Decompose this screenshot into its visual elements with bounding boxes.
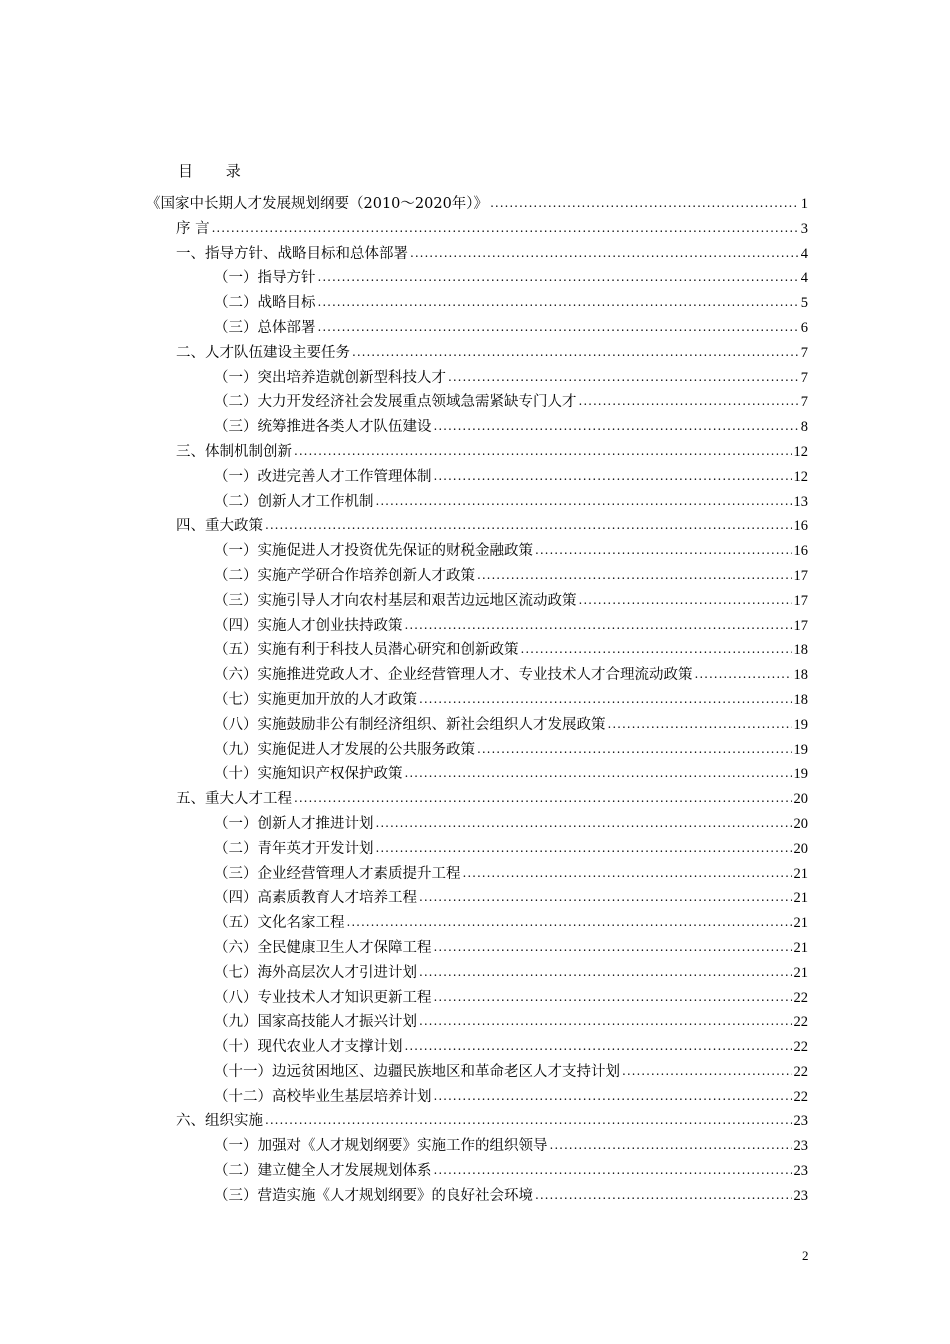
- toc-entry-page: 12: [793, 468, 808, 485]
- toc-entry-label: （一）加强对《人才规划纲要》实施工作的组织领导: [214, 1138, 548, 1155]
- toc-entry[interactable]: [214, 1060, 808, 1085]
- toc-leader-dots: [535, 1183, 792, 1208]
- toc-entry-page: 7: [800, 369, 808, 386]
- toc-entry-label: 《国家中长期人才发展规划纲要（2010～2020年）》: [146, 196, 489, 212]
- toc-entry-label: （九）实施促进人才发展的公共服务政策: [214, 741, 475, 758]
- toc-leader-dots: [212, 216, 799, 241]
- toc-entry[interactable]: [214, 837, 808, 862]
- toc-entry-page: 16: [793, 543, 808, 560]
- toc-entry[interactable]: [176, 514, 808, 539]
- toc-entry[interactable]: [214, 415, 808, 440]
- toc-entry-label: （八）专业技术人才知识更新工程: [214, 989, 432, 1006]
- toc-entry[interactable]: [214, 366, 808, 391]
- toc-entry-page: 20: [793, 791, 808, 808]
- toc-entry-page: 23: [793, 1187, 808, 1204]
- toc-entry-page: 4: [800, 245, 808, 262]
- toc-entry-page: 23: [793, 1163, 808, 1180]
- toc-entry[interactable]: [214, 490, 808, 515]
- toc-entry-page: 19: [793, 741, 808, 758]
- toc-entry-label: （二）创新人才工作机制: [214, 493, 374, 510]
- toc-entry-label: （七）实施更加开放的人才政策: [214, 691, 417, 708]
- toc-entry-label: （十）现代农业人才支撑计划: [214, 1039, 403, 1056]
- toc-entry-page: 4: [800, 270, 808, 287]
- toc-leader-dots: [463, 861, 792, 886]
- toc-entry-label: （三）统筹推进各类人才队伍建设: [214, 419, 432, 436]
- toc-entry-page: 5: [800, 295, 808, 312]
- toc-entry-page: 21: [793, 890, 808, 907]
- toc-entry-page: 21: [793, 964, 808, 981]
- toc-entry-label: 序 言: [176, 220, 210, 237]
- toc-entry[interactable]: [214, 1134, 808, 1159]
- toc-entry-page: 21: [793, 939, 808, 956]
- toc-entry-label: （二）大力开发经济社会发展重点领域急需紧缺专门人才: [214, 394, 577, 411]
- toc-entry[interactable]: [214, 1035, 808, 1060]
- toc-leader-dots: [579, 588, 792, 613]
- toc-entry-label: （五）实施有利于科技人员潜心研究和创新政策: [214, 642, 519, 659]
- toc-entry[interactable]: [176, 341, 808, 366]
- toc-entry-label: （一）创新人才推进计划: [214, 815, 374, 832]
- toc-entry-page: 12: [793, 443, 808, 460]
- toc-leader-dots: [318, 315, 799, 340]
- toc-entry-label: （六）实施推进党政人才、企业经营管理人才、专业技术人才合理流动政策: [214, 667, 693, 684]
- toc-leader-dots: [477, 737, 792, 762]
- toc-entry-page: 21: [793, 865, 808, 882]
- toc-entry-page: 17: [793, 567, 808, 584]
- toc-entry-page: 23: [793, 1138, 808, 1155]
- toc-entry[interactable]: [214, 762, 808, 787]
- toc-entry[interactable]: [146, 192, 808, 217]
- toc-leader-dots: [419, 885, 792, 910]
- toc-entry-page: 22: [793, 989, 808, 1006]
- toc-leader-dots: [434, 985, 792, 1010]
- toc-leader-dots: [318, 265, 799, 290]
- toc-entry-page: 18: [793, 667, 808, 684]
- toc-entry-page: 13: [793, 493, 808, 510]
- toc-leader-dots: [318, 290, 799, 315]
- toc-entry[interactable]: [214, 266, 808, 291]
- toc-entry-page: 3: [800, 220, 808, 237]
- toc-leader-dots: [535, 538, 792, 563]
- toc-entry-page: 7: [800, 344, 808, 361]
- toc-entry-page: 6: [800, 319, 808, 336]
- toc-leader-dots: [265, 513, 792, 538]
- toc-entry-page: 22: [793, 1088, 808, 1105]
- toc-entry-label: （三）企业经营管理人才素质提升工程: [214, 865, 461, 882]
- toc-entry-page: 22: [793, 1014, 808, 1031]
- toc-entry[interactable]: [176, 242, 808, 267]
- toc-entry[interactable]: [214, 539, 808, 564]
- toc-entry[interactable]: [214, 862, 808, 887]
- toc-leader-dots: [521, 637, 792, 662]
- toc-entry[interactable]: [214, 1159, 808, 1184]
- toc-entry[interactable]: [214, 986, 808, 1011]
- toc-entry-label: （三）营造实施《人才规划纲要》的良好社会环境: [214, 1187, 533, 1204]
- toc-leader-dots: [579, 389, 799, 414]
- toc-entry-label: 一、指导方针、战略目标和总体部署: [176, 245, 408, 262]
- toc-leader-dots: [419, 960, 792, 985]
- toc-leader-dots: [550, 1133, 792, 1158]
- toc-entry[interactable]: [214, 812, 808, 837]
- toc-entry-page: 18: [793, 642, 808, 659]
- toc-entry-label: （九）国家高技能人才振兴计划: [214, 1014, 417, 1031]
- toc-entry-label: （十）实施知识产权保护政策: [214, 766, 403, 783]
- toc-entry[interactable]: [214, 886, 808, 911]
- toc-entry-page: 8: [800, 419, 808, 436]
- toc-entry-label: （一）实施促进人才投资优先保证的财税金融政策: [214, 543, 533, 560]
- toc-entry-label: （三）实施引导人才向农村基层和艰苦边远地区流动政策: [214, 592, 577, 609]
- toc-entry[interactable]: [214, 1184, 808, 1209]
- toc-entry[interactable]: [176, 787, 808, 812]
- toc-entry-page: 22: [793, 1063, 808, 1080]
- toc-entry-page: 17: [793, 617, 808, 634]
- toc-leader-dots: [419, 1009, 792, 1034]
- toc-leader-dots: [490, 191, 799, 216]
- toc-entry[interactable]: [176, 1109, 808, 1134]
- toc-entry[interactable]: [176, 440, 808, 465]
- toc-entry[interactable]: [214, 316, 808, 341]
- toc-entry-page: 18: [793, 691, 808, 708]
- toc-leader-dots: [405, 613, 792, 638]
- toc-entry-label: （二）实施产学研合作培养创新人才政策: [214, 567, 475, 584]
- toc-entry[interactable]: [214, 638, 808, 663]
- toc-entry[interactable]: [214, 465, 808, 490]
- toc-entry-label: （一）改进完善人才工作管理体制: [214, 468, 432, 485]
- toc-leader-dots: [434, 464, 792, 489]
- toc-entry-label: （四）实施人才创业扶持政策: [214, 617, 403, 634]
- toc-leader-dots: [434, 935, 792, 960]
- toc-entry[interactable]: [214, 564, 808, 589]
- toc-leader-dots: [622, 1059, 792, 1084]
- toc-entry-page: 23: [793, 1113, 808, 1130]
- toc-entry-label: （三）总体部署: [214, 319, 316, 336]
- toc-leader-dots: [448, 365, 799, 390]
- toc-entry[interactable]: [214, 663, 808, 688]
- toc-leader-dots: [608, 712, 792, 737]
- toc-leader-dots: [294, 786, 792, 811]
- toc-leader-dots: [352, 340, 799, 365]
- toc-entry[interactable]: [214, 1085, 808, 1110]
- toc-entry-label: （二）青年英才开发计划: [214, 840, 374, 857]
- toc-entry[interactable]: [214, 911, 808, 936]
- toc-entry-page: 7: [800, 394, 808, 411]
- toc-entry-page: 1: [800, 196, 808, 212]
- toc-entry-page: 20: [793, 840, 808, 857]
- toc-entry-label: 二、人才队伍建设主要任务: [176, 344, 350, 361]
- toc-leader-dots: [347, 910, 792, 935]
- toc-entry-label: （四）高素质教育人才培养工程: [214, 890, 417, 907]
- toc-leader-dots: [695, 662, 792, 687]
- toc-entry-page: 16: [793, 518, 808, 535]
- toc-leader-dots: [434, 1084, 792, 1109]
- toc-entry-page: 19: [793, 766, 808, 783]
- toc-entry[interactable]: [214, 614, 808, 639]
- toc-entry-page: 20: [793, 815, 808, 832]
- toc-entry-label: （十一）边远贫困地区、边疆民族地区和革命老区人才支持计划: [214, 1063, 620, 1080]
- toc-entry-label: （一）指导方针: [214, 270, 316, 287]
- toc-leader-dots: [434, 1158, 792, 1183]
- toc-entry[interactable]: [176, 217, 808, 242]
- toc-leader-dots: [477, 563, 792, 588]
- toc-heading: 目 录: [178, 162, 255, 180]
- toc-leader-dots: [405, 1034, 792, 1059]
- toc-entry[interactable]: [214, 589, 808, 614]
- toc-entry-label: 三、体制机制创新: [176, 443, 292, 460]
- toc-entry-label: （八）实施鼓励非公有制经济组织、新社会组织人才发展政策: [214, 716, 606, 733]
- toc-entry-label: （十二）高校毕业生基层培养计划: [214, 1088, 432, 1105]
- toc-entry[interactable]: [214, 738, 808, 763]
- page-number: 2: [802, 1248, 809, 1263]
- toc-entry[interactable]: [214, 1010, 808, 1035]
- toc-entry-label: 四、重大政策: [176, 518, 263, 535]
- toc-entry[interactable]: [214, 713, 808, 738]
- toc-entry-label: 六、组织实施: [176, 1113, 263, 1130]
- toc-entry[interactable]: [214, 291, 808, 316]
- toc-leader-dots: [265, 1108, 792, 1133]
- toc-entry-label: （二）建立健全人才发展规划体系: [214, 1163, 432, 1180]
- toc-leader-dots: [376, 811, 792, 836]
- toc-entry-label: （一）突出培养造就创新型科技人才: [214, 369, 446, 386]
- toc-entry[interactable]: [214, 936, 808, 961]
- toc-entry-label: （六）全民健康卫生人才保障工程: [214, 939, 432, 956]
- toc-leader-dots: [434, 414, 799, 439]
- toc-entry-page: 17: [793, 592, 808, 609]
- toc-entry[interactable]: [214, 688, 808, 713]
- toc-entry-label: 五、重大人才工程: [176, 791, 292, 808]
- toc-entry-page: 21: [793, 915, 808, 932]
- toc-entry-page: 19: [793, 716, 808, 733]
- toc-entry[interactable]: [214, 961, 808, 986]
- toc-entry-label: （七）海外高层次人才引进计划: [214, 964, 417, 981]
- toc-leader-dots: [410, 241, 799, 266]
- toc-leader-dots: [405, 761, 792, 786]
- toc-entry-label: （五）文化名家工程: [214, 915, 345, 932]
- toc-leader-dots: [294, 439, 792, 464]
- toc-leader-dots: [376, 836, 792, 861]
- toc-entry-page: 22: [793, 1039, 808, 1056]
- toc-entry[interactable]: [214, 390, 808, 415]
- toc-leader-dots: [419, 687, 792, 712]
- toc-leader-dots: [376, 489, 792, 514]
- toc-list: [0, 192, 950, 1209]
- toc-entry-label: （二）战略目标: [214, 295, 316, 312]
